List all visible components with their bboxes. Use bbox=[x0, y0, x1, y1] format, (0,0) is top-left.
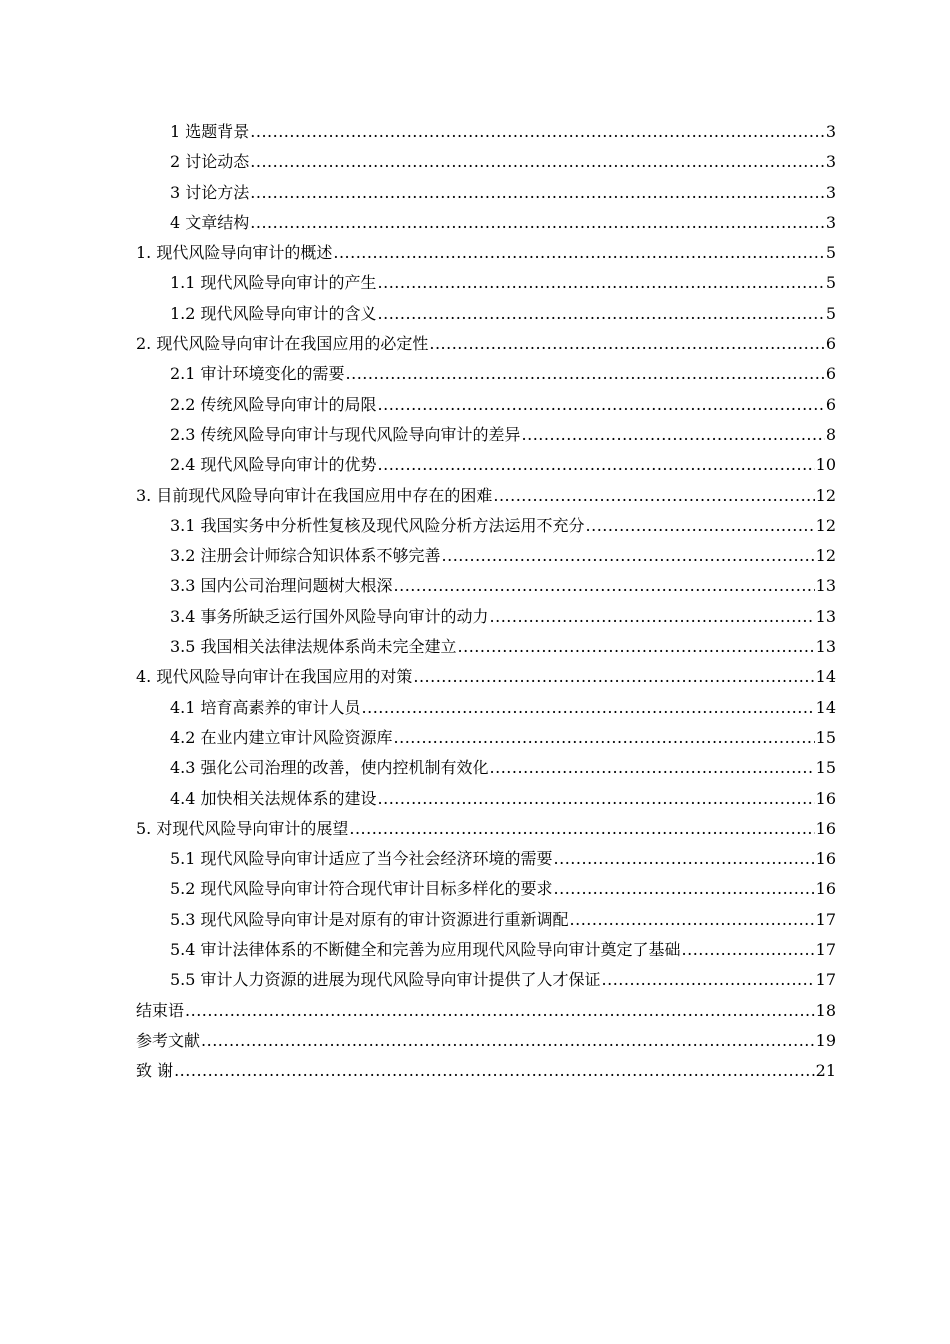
toc-entry-title: 致 谢 bbox=[136, 1061, 174, 1081]
toc-entry[interactable] bbox=[136, 602, 836, 632]
toc-entry-title: 4.3 强化公司治理的改善，使内控机制有效化 bbox=[170, 758, 489, 778]
toc-dot-leader bbox=[378, 299, 825, 329]
toc-entry-page-number: 3 bbox=[825, 182, 836, 202]
toc-entry-page-number: 17 bbox=[815, 940, 836, 960]
toc-entry-title: 4.4 加快相关法规体系的建设 bbox=[170, 788, 377, 808]
toc-entry-title: 3.1 我国实务中分析性复核及现代风险分析方法运用不充分 bbox=[170, 515, 585, 535]
toc-entry-page-number: 6 bbox=[825, 334, 836, 354]
toc-dot-leader bbox=[394, 571, 815, 601]
toc-entry-title: 5.3 现代风险导向审计是对原有的审计资源进行重新调配 bbox=[170, 909, 569, 929]
toc-dot-leader bbox=[682, 935, 815, 965]
toc-dot-leader bbox=[250, 117, 825, 147]
toc-entry-page-number: 16 bbox=[815, 788, 836, 808]
toc-entry-title: 4 文章结构 bbox=[170, 212, 250, 232]
toc-dot-leader bbox=[250, 178, 825, 208]
toc-dot-leader bbox=[490, 753, 815, 783]
toc-entry-title: 5.1 现代风险导向审计适应了当今社会经济环境的需要 bbox=[170, 849, 553, 869]
toc-entry[interactable] bbox=[136, 571, 836, 601]
toc-entry-page-number: 6 bbox=[825, 394, 836, 414]
toc-entry-page-number: 3 bbox=[825, 152, 836, 172]
toc-entry-page-number: 19 bbox=[815, 1030, 836, 1050]
toc-entry[interactable] bbox=[136, 147, 836, 177]
toc-entry-page-number: 12 bbox=[815, 485, 836, 505]
toc-entry-page-number: 14 bbox=[815, 667, 836, 687]
toc-entry-title: 5.4 审计法律体系的不断健全和完善为应用现代风险导向审计奠定了基础 bbox=[170, 940, 681, 960]
toc-entry-page-number: 16 bbox=[815, 879, 836, 899]
toc-entry-page-number: 3 bbox=[825, 122, 836, 141]
toc-entry[interactable] bbox=[136, 844, 836, 874]
toc-entry-title: 3. 目前现代风险导向审计在我国应用中存在的困难 bbox=[136, 485, 493, 505]
toc-entry-page-number: 15 bbox=[815, 758, 836, 778]
toc-entry-page-number: 14 bbox=[815, 697, 836, 717]
toc-dot-leader bbox=[174, 1056, 815, 1086]
toc-entry-title: 2.3 传统风险导向审计与现代风险导向审计的差异 bbox=[170, 424, 521, 444]
toc-dot-leader bbox=[378, 390, 825, 420]
toc-entry-title: 1 选题背景 bbox=[170, 122, 250, 141]
toc-dot-leader bbox=[554, 844, 815, 874]
toc-entry[interactable] bbox=[136, 814, 836, 844]
toc-entry-title: 结束语 bbox=[136, 1000, 185, 1020]
toc-dot-leader bbox=[554, 874, 815, 904]
toc-entry-title: 3.2 注册会计师综合知识体系不够完善 bbox=[170, 546, 441, 566]
toc-entry-page-number: 17 bbox=[815, 909, 836, 929]
toc-entry-title: 3 讨论方法 bbox=[170, 182, 250, 202]
toc-entry-page-number: 3 bbox=[825, 212, 836, 232]
toc-entry[interactable] bbox=[136, 905, 836, 935]
toc-entry-page-number: 17 bbox=[815, 970, 836, 990]
toc-entry-title: 1. 现代风险导向审计的概述 bbox=[136, 243, 333, 263]
toc-dot-leader bbox=[586, 511, 815, 541]
toc-entry-title: 5.2 现代风险导向审计符合现代审计目标多样化的要求 bbox=[170, 879, 553, 899]
toc-entry[interactable] bbox=[136, 481, 836, 511]
toc-entry[interactable] bbox=[136, 693, 836, 723]
toc-dot-leader bbox=[250, 147, 825, 177]
toc-dot-leader bbox=[201, 1026, 815, 1056]
toc-entry-page-number: 12 bbox=[815, 546, 836, 566]
toc-entry[interactable] bbox=[136, 996, 836, 1026]
toc-entry[interactable] bbox=[136, 511, 836, 541]
toc-entry-page-number: 5 bbox=[825, 243, 836, 263]
toc-entry[interactable] bbox=[136, 450, 836, 480]
toc-entry-title: 2 讨论动态 bbox=[170, 152, 250, 172]
toc-entry-title: 5. 对现代风险导向审计的展望 bbox=[136, 818, 349, 838]
toc-entry[interactable] bbox=[136, 541, 836, 571]
toc-entry-page-number: 10 bbox=[815, 455, 836, 475]
toc-entry-title: 4. 现代风险导向审计在我国应用的对策 bbox=[136, 667, 413, 687]
toc-entry[interactable] bbox=[136, 117, 836, 147]
table-of-contents bbox=[136, 117, 836, 1087]
toc-entry[interactable] bbox=[136, 784, 836, 814]
toc-entry-title: 1.2 现代风险导向审计的含义 bbox=[170, 303, 377, 323]
toc-entry-title: 5.5 审计人力资源的进展为现代风险导向审计提供了人才保证 bbox=[170, 970, 601, 990]
toc-entry-title: 2.4 现代风险导向审计的优势 bbox=[170, 455, 377, 475]
toc-entry-page-number: 13 bbox=[815, 576, 836, 596]
toc-entry[interactable] bbox=[136, 359, 836, 389]
toc-entry-page-number: 18 bbox=[815, 1000, 836, 1020]
toc-dot-leader bbox=[378, 450, 815, 480]
toc-dot-leader bbox=[362, 693, 815, 723]
toc-entry-title: 3.3 国内公司治理问题树大根深 bbox=[170, 576, 393, 596]
toc-entry[interactable] bbox=[136, 420, 836, 450]
toc-entry[interactable] bbox=[136, 299, 836, 329]
toc-dot-leader bbox=[522, 420, 825, 450]
toc-dot-leader bbox=[493, 481, 814, 511]
toc-entry-page-number: 8 bbox=[825, 424, 836, 444]
toc-entry[interactable] bbox=[136, 965, 836, 995]
toc-dot-leader bbox=[185, 996, 815, 1026]
toc-entry-page-number: 16 bbox=[815, 818, 836, 838]
toc-entry-title: 1.1 现代风险导向审计的产生 bbox=[170, 273, 377, 293]
toc-entry[interactable] bbox=[136, 632, 836, 662]
toc-entry-title: 3.4 事务所缺乏运行国外风险导向审计的动力 bbox=[170, 606, 489, 626]
toc-entry[interactable] bbox=[136, 268, 836, 298]
toc-entry-title: 2. 现代风险导向审计在我国应用的必定性 bbox=[136, 334, 429, 354]
toc-entry-page-number: 15 bbox=[815, 727, 836, 747]
toc-entry-page-number: 21 bbox=[815, 1061, 836, 1081]
toc-entry-title: 4.1 培育高素养的审计人员 bbox=[170, 697, 361, 717]
toc-entry-title: 2.1 审计环境变化的需要 bbox=[170, 364, 345, 384]
toc-dot-leader bbox=[394, 723, 815, 753]
toc-entry-page-number: 12 bbox=[815, 515, 836, 535]
toc-dot-leader bbox=[570, 905, 815, 935]
toc-entry[interactable] bbox=[136, 723, 836, 753]
toc-dot-leader bbox=[349, 814, 814, 844]
toc-entry[interactable] bbox=[136, 208, 836, 238]
toc-dot-leader bbox=[602, 965, 815, 995]
toc-entry[interactable] bbox=[136, 390, 836, 420]
toc-entry-page-number: 5 bbox=[825, 273, 836, 293]
toc-entry-title: 2.2 传统风险导向审计的局限 bbox=[170, 394, 377, 414]
toc-dot-leader bbox=[378, 268, 825, 298]
toc-dot-leader bbox=[490, 602, 815, 632]
toc-dot-leader bbox=[413, 662, 814, 692]
toc-dot-leader bbox=[458, 632, 815, 662]
toc-entry-title: 3.5 我国相关法律法规体系尚未完全建立 bbox=[170, 637, 457, 657]
toc-entry[interactable] bbox=[136, 753, 836, 783]
toc-entry-page-number: 5 bbox=[825, 303, 836, 323]
toc-dot-leader bbox=[250, 208, 825, 238]
toc-entry[interactable] bbox=[136, 662, 836, 692]
toc-dot-leader bbox=[442, 541, 815, 571]
toc-entry-page-number: 13 bbox=[815, 606, 836, 626]
toc-entry-page-number: 6 bbox=[825, 364, 836, 384]
toc-entry-page-number: 16 bbox=[815, 849, 836, 869]
toc-entry[interactable] bbox=[136, 1026, 836, 1056]
toc-entry-title: 4.2 在业内建立审计风险资源库 bbox=[170, 727, 393, 747]
toc-entry[interactable] bbox=[136, 1056, 836, 1086]
toc-entry[interactable] bbox=[136, 935, 836, 965]
toc-entry[interactable] bbox=[136, 874, 836, 904]
toc-dot-leader bbox=[429, 329, 824, 359]
toc-entry[interactable] bbox=[136, 238, 836, 268]
toc-entry[interactable] bbox=[136, 178, 836, 208]
toc-entry[interactable] bbox=[136, 329, 836, 359]
toc-dot-leader bbox=[333, 238, 824, 268]
toc-dot-leader bbox=[378, 784, 815, 814]
toc-dot-leader bbox=[346, 359, 825, 389]
toc-entry-title: 参考文献 bbox=[136, 1030, 201, 1050]
toc-entry-page-number: 13 bbox=[815, 637, 836, 657]
